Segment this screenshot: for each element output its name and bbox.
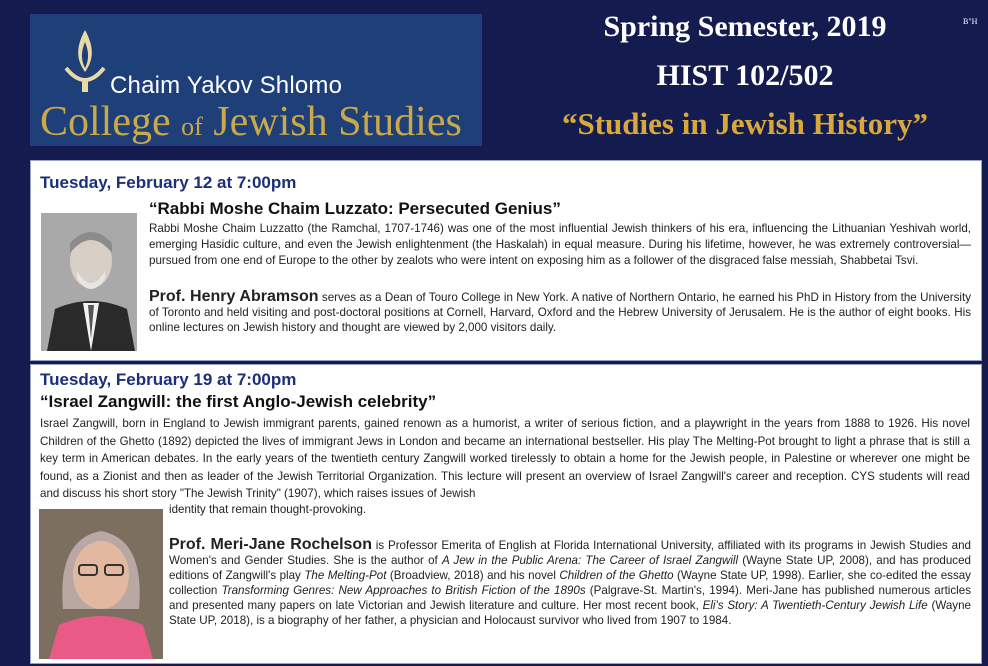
speaker-name: Prof. Henry Abramson	[149, 288, 319, 305]
logo-subtitle: Chaim Yakov Shlomo	[110, 72, 343, 99]
lecture-description: Rabbi Moshe Chaim Luzzatto (the Ramchal, 1707-1746) was one of the most influential Jewish thinkers of his era, influencing the Lithuanian Yeshivah world, emerging Hasidic culture, and even the Jewish enlightenment (the Haskalah) in equal measure. During his lifetime, however, he was extremely controversial—pursued from one end of Europe to the other by zealots who were intent on exposing him as a follower of the disgraced false messiah, Shabbetai Tsvi.	[149, 222, 971, 267]
lecture-date: Tuesday, February 12 at 7:00pm	[40, 173, 297, 192]
college-logo	[30, 14, 482, 146]
course-code: HIST 102/502	[656, 59, 834, 92]
lecture-title: “Israel Zangwill: the first Anglo-Jewish celebrity”	[40, 392, 437, 411]
course-name: “Studies in Jewish History”	[561, 106, 929, 141]
logo-title: College of Jewish Studies	[40, 99, 462, 145]
speaker-photo	[41, 213, 137, 351]
speaker-bio: Prof. Henry Abramson serves as a Dean of Touro College in New York. A native of Northern Ontario, he earned his PhD in History from the University of Toronto and held visiting and post-doctoral positions at Cornell, Harvard, Oxford and the Hebrew University of Jerusalem. He is the author of eight books. His online lectures on Jewish history and thought are viewed by 2,000 visitors daily.	[149, 288, 971, 334]
lecture-description: Israel Zangwill, born in England to Jewish immigrant parents, gained renown as a humorist, a writer of serious fiction, and a playwright in the years from 1888 to 1926. His novel Children of the Ghetto (1892) depicted the lives of immigrant Jews in London and became an international bestseller. His play The Melting-Pot brought to light a phrase that is still a key term in American debates. In the early years of the twentieth century Zangwill worked tirelessly to obtain a home for the Jewish people, in Palestine or wherever one might be found, as a Zionist and then as leader of the Jewish Territorial Organization. This lecture will present an overview of Israel Zangwill's career and reception. CYS students will read and discuss his short story "The Jewish Trinity" (1907), which raises issues of Jewish	[40, 417, 970, 500]
lecture-date: Tuesday, February 19 at 7:00pm	[40, 370, 297, 389]
portrait-icon	[39, 509, 163, 659]
lecture-description-tail: identity that remain thought-provoking.	[169, 503, 367, 516]
lecture-panel-2	[30, 364, 982, 664]
semester-heading: Spring Semester, 2019	[603, 10, 887, 43]
lecture-title: “Rabbi Moshe Chaim Luzzato: Persecuted Genius”	[149, 199, 561, 218]
flame-icon	[60, 28, 110, 98]
speaker-photo	[39, 509, 163, 659]
bh-marker: B"H	[963, 17, 978, 26]
speaker-name: Prof. Meri-Jane Rochelson	[169, 536, 372, 553]
speaker-bio: Prof. Meri-Jane Rochelson is Professor Emerita of English at Florida International University, affiliated with its programs in Jewish Studies and Women's and Gender Studies. She is the author of A Jew in the Public Arena: The Career of Israel Zangwill (Wayne State UP, 2008), and has produced editions of Zangwill's play The Melting-Pot (Broadview, 2018) and his novel Children of the Ghetto (Wayne State UP, 1998). Earlier, she co-edited the essay collection Transforming Genres: New Approaches to British Fiction of the 1890s (Palgrave-St. Martin's, 1994). Meri-Jane has published numerous articles and presented many papers on late Victorian and Jewish literature and culture. Her most recent book, Eli's Story: A Twentieth-Century Jewish Life (Wayne State UP, 2018), is a biography of her father, a physician and Holocaust survivor who lived from 1907 to 1984.	[169, 536, 971, 627]
portrait-icon	[41, 213, 137, 351]
lecture-panel-1	[30, 160, 982, 361]
